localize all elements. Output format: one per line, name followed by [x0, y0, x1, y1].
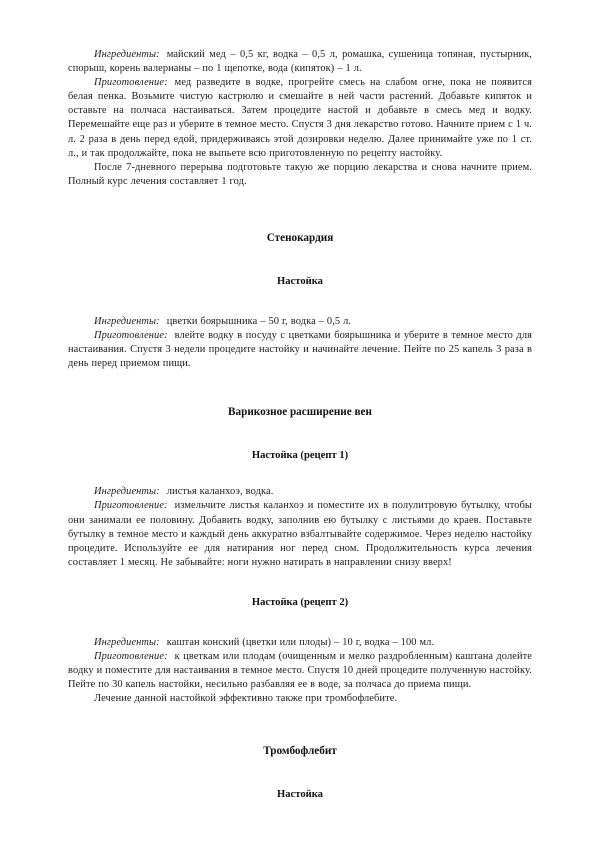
spacer — [68, 610, 532, 636]
preparation-kalanchoe — [68, 499, 532, 569]
course-note-honey — [68, 161, 532, 189]
subheading-nastoyka-2: Настойка — [277, 789, 323, 801]
spacer — [68, 758, 532, 788]
ingredients-text: майский мед – 0,5 кг, водка – 0,5 л, ромашка, сушеница топяная, пустырник, спорыш, корень валерианы – по 1 щепотке, вода (кипяток) – 1 л. — [68, 49, 532, 75]
spacer — [68, 189, 532, 231]
subheading-nastoyka-recipe-2: Настойка (рецепт 2) — [251, 596, 349, 608]
ingredients-hawthorn — [68, 315, 532, 329]
heading-varikoz: Варикозное расширение вен — [228, 406, 372, 419]
ingredients-text: цветки боярышника – 50 г, водка – 0,5 л. — [166, 315, 352, 327]
spacer — [68, 463, 532, 485]
preparation-text: мед разведите в водке, прогрейте смесь на слабом огне, пока не появится белая пенка. Возьмите чистую кастрюлю и смешайте в ней части растений. Добавьте кипяток и оставьте на полчаса настаиваться. Затем процедите настой и добавьте в смесь мед и водку. Перемешайте еще раз и уберите в темное место. Спустя 3 дня лекарство готово. Начните прием с 1 ч. л. 2 раза в день перед едой, придерживаясь этой дозировки неделю. Далее принимайте уже по 1 ст. л., и так продолжайте, пока не выпьете всю приготовленную по рецепту настойку. — [68, 77, 532, 159]
ingredients-label: Ингредиенты: — [94, 315, 160, 327]
preparation-label: Приготовление: — [94, 500, 168, 512]
preparation-label: Приготовление: — [94, 330, 168, 342]
subheading-nastoyka-1: Настойка — [277, 275, 323, 287]
note-text: Лечение данной настойкой эффективно также при тромбофлебите. — [94, 693, 398, 705]
ingredients-label: Ингредиенты: — [94, 49, 160, 60]
subheading-nastoyka-recipe-1: Настойка (рецепт 1) — [251, 450, 349, 462]
heading-trombophlebit: Тромбофлебит — [263, 745, 337, 758]
ingredients-honey — [68, 48, 532, 76]
ingredients-text: каштан конский (цветки или плоды) – 10 г, водка – 100 мл. — [166, 636, 435, 648]
course-note-text: После 7-дневного перерыва подготовьте такую же порцию лекарства и снова начните прием. Полный курс лечения составляет 1 год. — [68, 161, 532, 187]
preparation-text: к цветкам или плодам (очищенным и мелко раздробленным) каштана долейте водку и поместите для настаивания в темное место. Спустя 10 дней процедите полученную настойку. Пейте по 30 капель настойки, несильно разбавляя ее в воде, за полчаса до приема пищи. — [68, 650, 532, 691]
preparation-chestnut — [68, 650, 532, 692]
preparation-text: измельчите листья каланхоэ и поместите их в полулитровую бутылку, чтобы они занимали ее половину. Добавить водку, заполнив ею бутылку с листьями до краев. Поставьте бутылку в темное место и каждый день аккуратно взбалтывайте содержимое. Через неделю настойку процедите. Используйте ее для натирания ног перед сном. Продолжительность курса лечения составляет 1 месяц. Не забывайте: ноги нужно натирать в направлении снизу вверх! — [68, 500, 532, 568]
ingredients-chestnut — [68, 636, 532, 650]
page-content-column — [68, 48, 532, 802]
spacer — [68, 289, 532, 315]
note-thrombophlebitis — [68, 692, 532, 706]
heading-stenokardiya: Стенокардия — [266, 231, 334, 244]
spacer — [68, 419, 532, 449]
spacer — [68, 371, 532, 405]
spacer — [68, 245, 532, 275]
preparation-hawthorn — [68, 329, 532, 371]
preparation-label: Приготовление: — [94, 77, 168, 89]
ingredients-label: Ингредиенты: — [94, 486, 160, 498]
ingredients-kalanchoe — [68, 485, 532, 499]
spacer — [68, 570, 532, 596]
ingredients-text: листья каланхоэ, водка. — [166, 486, 274, 498]
ingredients-label: Ингредиенты: — [94, 636, 160, 648]
preparation-label: Приготовление: — [94, 650, 168, 662]
preparation-text: влейте водку в посуду с цветками боярышника и уберите в темное место для настаивания. Спустя 3 недели процедите настойку и начинайте лечение. Пейте по 25 капель 3 раза в день перед приемом пищи. — [68, 330, 532, 370]
spacer — [68, 706, 532, 744]
preparation-honey — [68, 76, 532, 161]
